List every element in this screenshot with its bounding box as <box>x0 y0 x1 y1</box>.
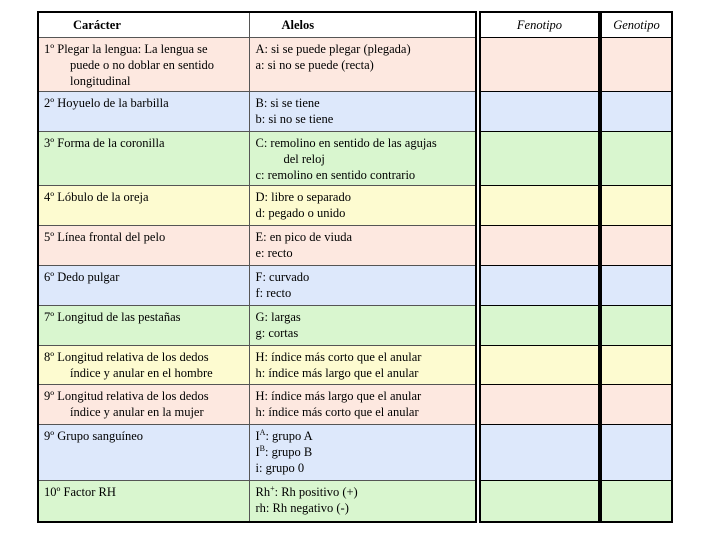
fenotipo-cell[interactable] <box>480 385 599 425</box>
genotipo-cell[interactable] <box>601 132 672 186</box>
caracter-text: 5º Línea frontal del pelo <box>44 230 166 244</box>
alelo-text: b: si no se tiene <box>255 112 334 126</box>
caracter-cell <box>38 266 249 306</box>
caracter-text: 1º Plegar la lengua: La lengua se <box>44 42 208 56</box>
fenotipo-cell[interactable] <box>480 346 599 385</box>
alelo-text: a: si no se puede (recta) <box>255 58 374 72</box>
alelo-text: Rh+: Rh positivo (+) <box>255 483 358 499</box>
alelo-text: B: si se tiene <box>255 96 320 110</box>
fenotipo-cell[interactable] <box>480 186 599 226</box>
alelos-cell <box>249 186 476 226</box>
alelo-text: h: índice más largo que el anular <box>255 366 419 380</box>
alelo-text: i: grupo 0 <box>255 461 305 475</box>
caracter-cell <box>38 481 249 522</box>
alelo-text: c: remolino en sentido contrario <box>255 168 416 182</box>
alelo-text: F: curvado <box>255 270 310 284</box>
alelos-cell <box>249 38 476 92</box>
alelo-text: G: largas <box>255 310 301 324</box>
caracter-cell <box>38 38 249 92</box>
caracter-text: 4º Lóbulo de la oreja <box>44 190 149 204</box>
alelos-cell <box>249 425 476 481</box>
caracter-cell <box>38 132 249 186</box>
fenotipo-cell[interactable] <box>480 132 599 186</box>
alelo-text: H: índice más largo que el anular <box>255 389 422 403</box>
alelos-cell <box>249 306 476 346</box>
caracter-text: 7º Longitud de las pestañas <box>44 310 181 324</box>
caracter-cell <box>38 346 249 385</box>
alelos-cell <box>249 346 476 385</box>
table-row <box>38 186 476 226</box>
caracter-cell <box>38 186 249 226</box>
genotipo-cell[interactable] <box>601 481 672 522</box>
genotipo-cell[interactable] <box>601 425 672 481</box>
genotipo-cell[interactable] <box>601 266 672 306</box>
genotipo-cell[interactable] <box>601 186 672 226</box>
genotipo-cell[interactable] <box>601 385 672 425</box>
fenotipo-cell[interactable] <box>480 481 599 522</box>
alelo-text: A: si se puede plegar (plegada) <box>255 42 411 56</box>
caracter-text: 9º Grupo sanguíneo <box>44 429 143 443</box>
alelo-text: D: libre o separado <box>255 190 351 204</box>
alelo-text: $I^B$: grupo B <box>255 443 313 459</box>
fenotipo-cell[interactable] <box>480 38 599 92</box>
fenotipo-column <box>479 11 600 523</box>
table-row <box>38 266 476 306</box>
table-row <box>38 425 476 481</box>
caracter-cell <box>38 92 249 132</box>
characters-table <box>37 11 477 523</box>
caracter-cell <box>38 385 249 425</box>
header-alelos: Alelos <box>249 12 476 38</box>
caracter-cell <box>38 226 249 266</box>
table-row <box>38 92 476 132</box>
genotipo-cell[interactable] <box>601 92 672 132</box>
header-fenotipo: Fenotipo <box>480 12 599 38</box>
header-genotipo: Genotipo <box>601 12 672 38</box>
genotipo-column <box>600 11 673 523</box>
caracter-text: índice y anular en el hombre <box>70 366 213 380</box>
fenotipo-cell[interactable] <box>480 92 599 132</box>
alelos-cell <box>249 266 476 306</box>
caracter-text: 9º Longitud relativa de los dedos <box>44 389 209 403</box>
alelo-text: e: recto <box>255 246 293 260</box>
genotipo-cell[interactable] <box>601 306 672 346</box>
alelo-text: C: remolino en sentido de las agujas <box>255 136 437 150</box>
caracter-text: 3º Forma de la coronilla <box>44 136 165 150</box>
alelo-text: f: recto <box>255 286 292 300</box>
caracter-text: 6º Dedo pulgar <box>44 270 120 284</box>
fenotipo-cell[interactable] <box>480 226 599 266</box>
alelos-cell <box>249 481 476 522</box>
table-row <box>38 346 476 385</box>
alelo-text: h: índice más corto que el anular <box>255 405 419 419</box>
table-row <box>38 38 476 92</box>
caracter-text: longitudinal <box>70 74 131 88</box>
alelo-text: H: índice más corto que el anular <box>255 350 422 364</box>
genotipo-cell[interactable] <box>601 226 672 266</box>
genotipo-cell[interactable] <box>601 38 672 92</box>
alelos-cell <box>249 226 476 266</box>
caracter-text: 2º Hoyuelo de la barbilla <box>44 96 169 110</box>
alelo-text: $I^A$: grupo A <box>255 427 313 443</box>
fenotipo-cell[interactable] <box>480 306 599 346</box>
caracter-text: 10º Factor RH <box>44 485 116 499</box>
fenotipo-cell[interactable] <box>480 266 599 306</box>
header-caracter: Carácter <box>38 12 249 38</box>
alelo-text: E: en pico de viuda <box>255 230 352 244</box>
alelo-text: g: cortas <box>255 326 299 340</box>
caracter-text: puede o no doblar en sentido <box>70 58 215 72</box>
alelos-cell <box>249 92 476 132</box>
caracter-text: 8º Longitud relativa de los dedos <box>44 350 209 364</box>
caracter-text: índice y anular en la mujer <box>70 405 204 419</box>
fenotipo-cell[interactable] <box>480 425 599 481</box>
table-row <box>38 226 476 266</box>
caracter-cell <box>38 306 249 346</box>
caracter-cell <box>38 425 249 481</box>
alelo-text: d: pegado o unido <box>255 206 346 220</box>
table-row <box>38 132 476 186</box>
genotipo-cell[interactable] <box>601 346 672 385</box>
table-row <box>38 481 476 522</box>
alelo-text: rh: Rh negativo (-) <box>255 501 349 515</box>
table-row <box>38 385 476 425</box>
alelos-cell <box>249 385 476 425</box>
table-row <box>38 306 476 346</box>
alelo-text: del reloj <box>283 152 325 166</box>
alelos-cell <box>249 132 476 186</box>
